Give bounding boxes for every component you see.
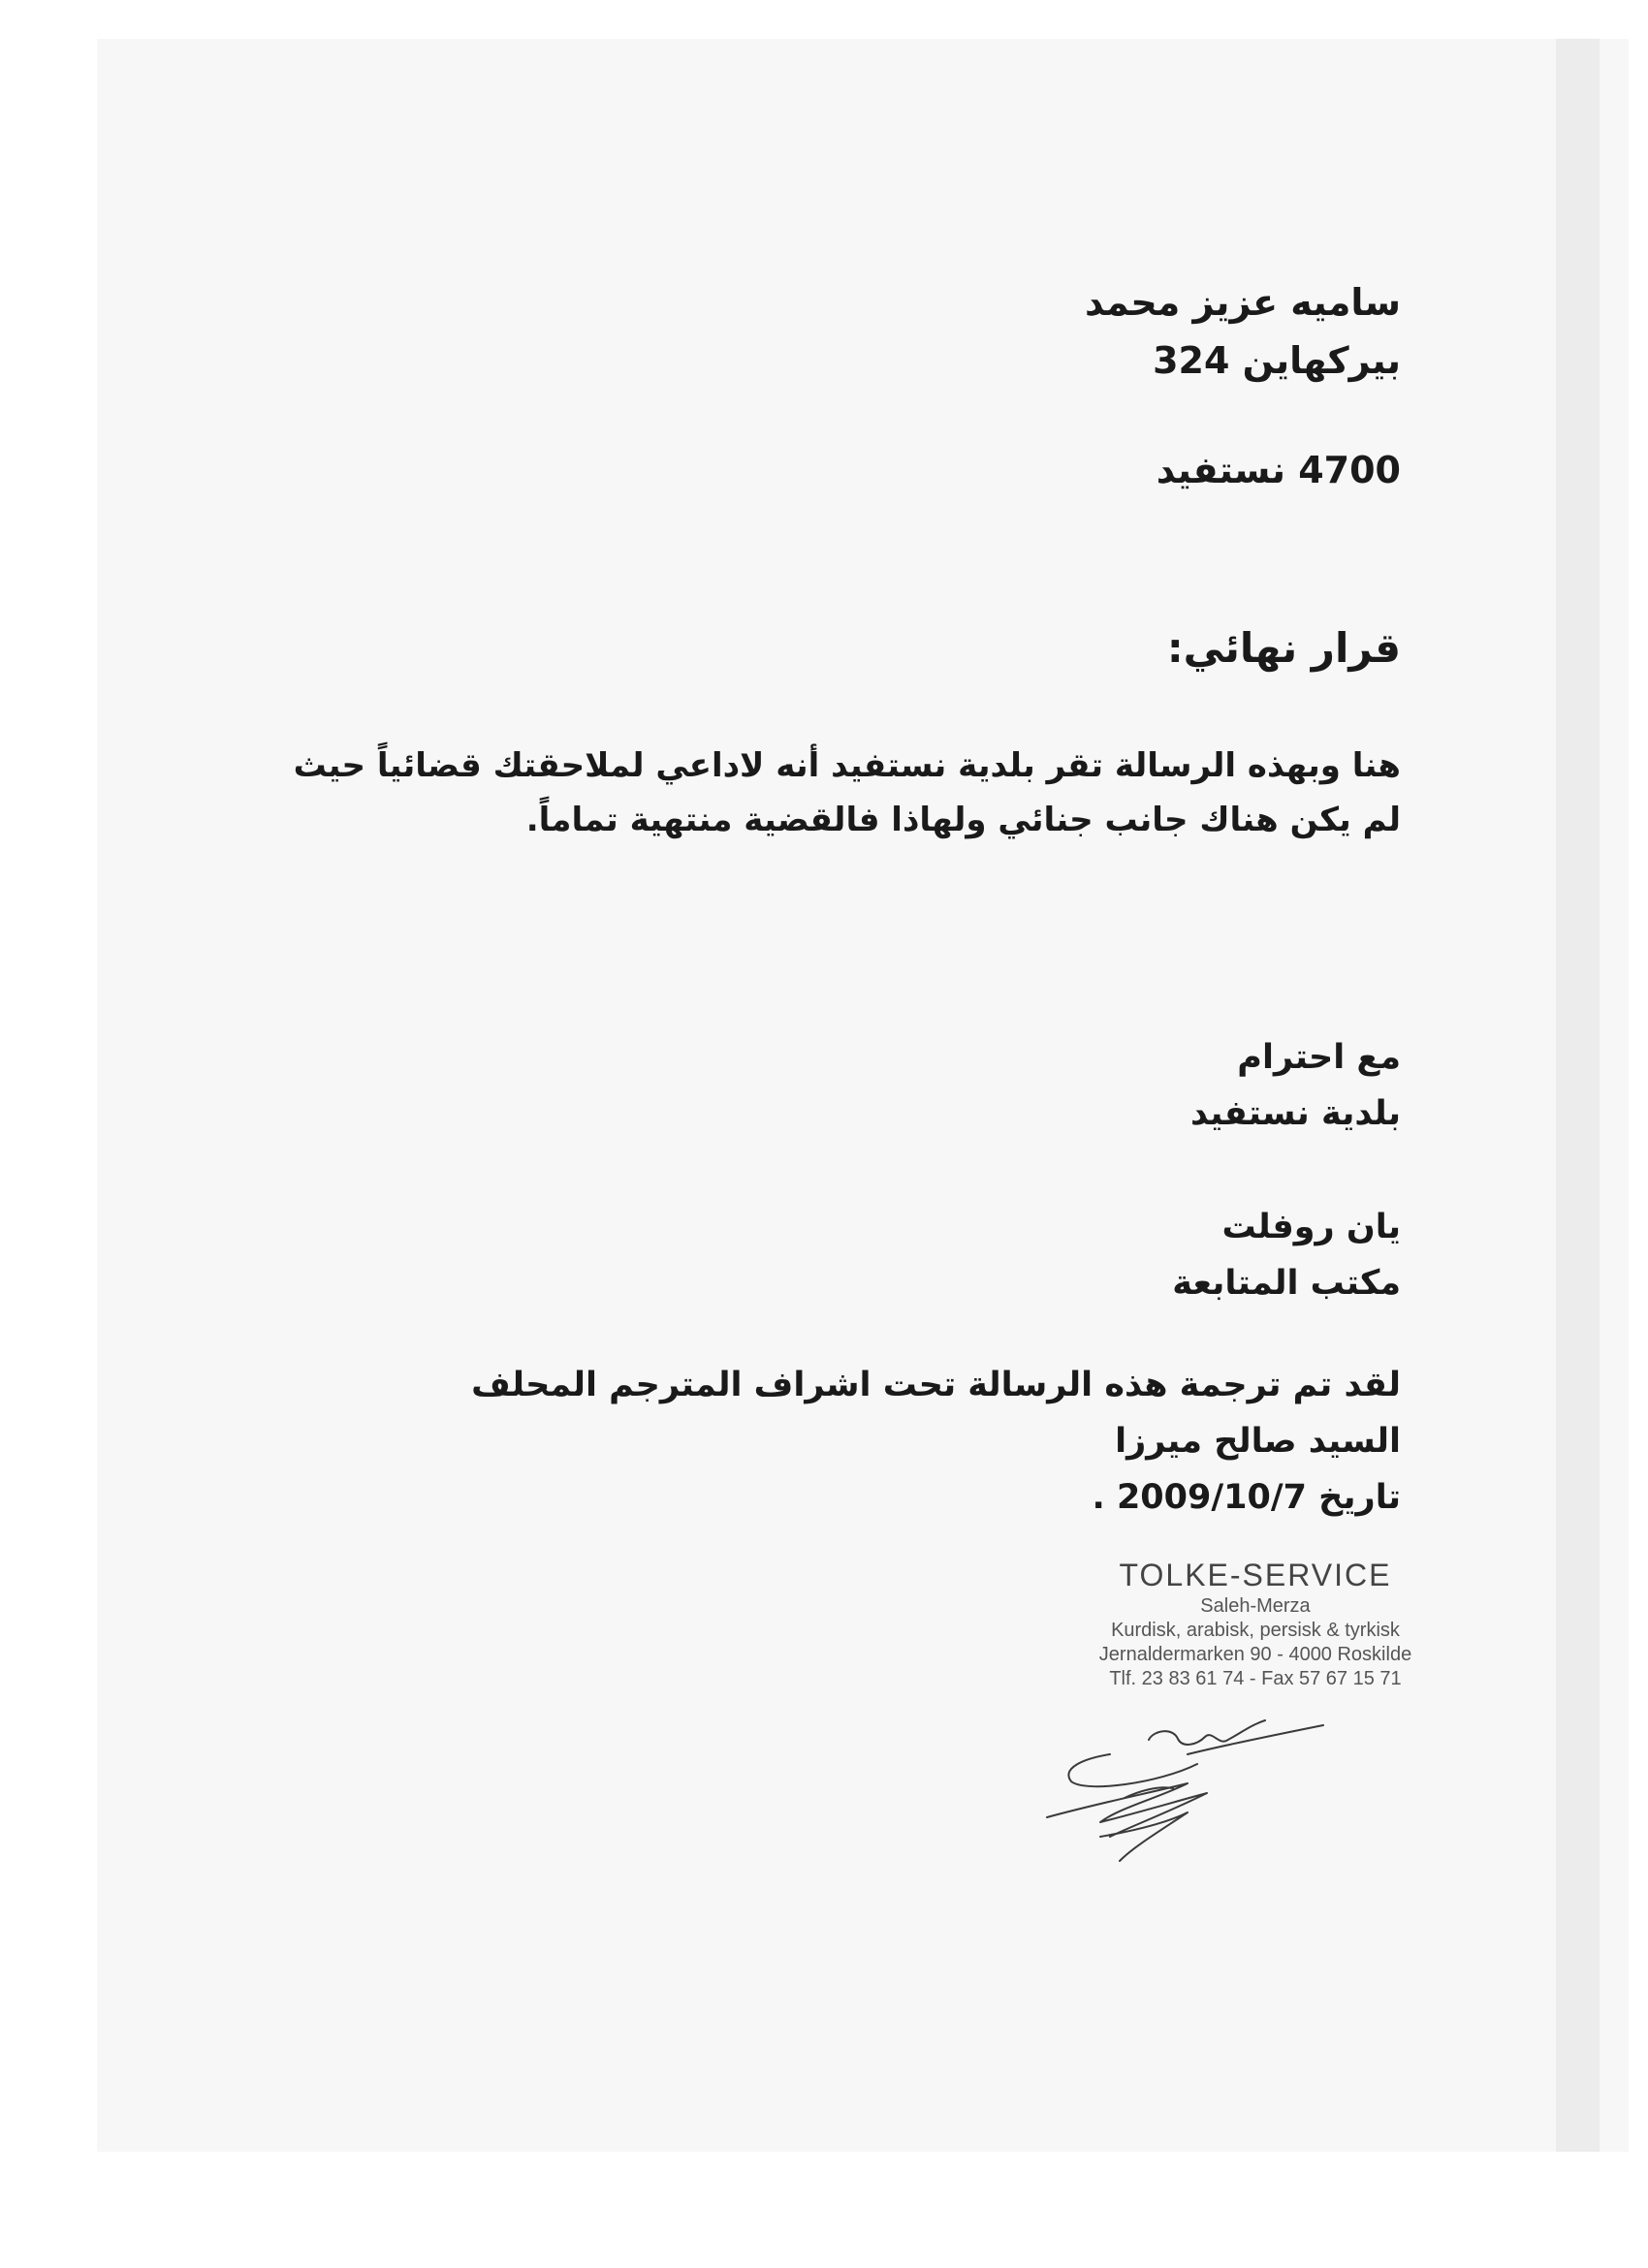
- translation-line-1: لقد تم ترجمة هذه الرسالة تحت اشراف المترجم المحلف: [471, 1366, 1401, 1404]
- handwritten-signature: [1042, 1716, 1352, 1871]
- subject-text: قرار نهائي:: [1166, 624, 1401, 672]
- signature-stroke: [1068, 1754, 1197, 1786]
- signature-stroke: [1188, 1725, 1323, 1754]
- official-name: يان روفلت: [1221, 1208, 1401, 1246]
- postal-city: 4700 نستفيد: [1156, 449, 1401, 491]
- closing-sender: بلدية نستفيد: [1190, 1094, 1401, 1133]
- letter-subject: [1167, 618, 1401, 678]
- stamp-phone: Tlf. 23 83 61 74 - Fax 57 67 15 71: [1109, 1668, 1402, 1689]
- stamp-address: Jernaldermarken 90 - 4000 Roskilde: [1098, 1644, 1412, 1665]
- recipient-address: [1085, 273, 1401, 390]
- translation-line-2: السيد صالح ميرزا: [1115, 1422, 1401, 1461]
- stamp-name: Saleh-Merza: [1200, 1595, 1311, 1617]
- translation-date: تاريخ 2009/10/7 .: [1092, 1478, 1401, 1517]
- recipient-street: بيركهاين 324: [1153, 339, 1401, 382]
- official-block: [1172, 1199, 1401, 1311]
- signature-stroke: [1047, 1783, 1207, 1837]
- letter-closing: [1190, 1029, 1401, 1142]
- stamp-languages: Kurdisk, arabisk, persisk & tyrkisk: [1111, 1620, 1400, 1641]
- translator-stamp: [1052, 1556, 1459, 1691]
- translation-note: [471, 1357, 1401, 1526]
- recipient-postal-line: [1157, 441, 1401, 499]
- scan-edge-strip: [1556, 39, 1600, 2152]
- recipient-name: ساميه عزيز محمد: [1084, 281, 1401, 324]
- stamp-title: TOLKE-SERVICE: [1119, 1558, 1392, 1592]
- official-office: مكتب المتابعة: [1172, 1264, 1401, 1303]
- letter-body: هنا وبهذه الرسالة تقر بلدية نستفيد أنه لاداعي لملاحقتك قضائياً حيث لم يكن هناك جانب جنائي ولهاذا فالقضية منتهية تماماً.: [293, 746, 1401, 839]
- closing-greeting: مع احترام: [1237, 1038, 1401, 1077]
